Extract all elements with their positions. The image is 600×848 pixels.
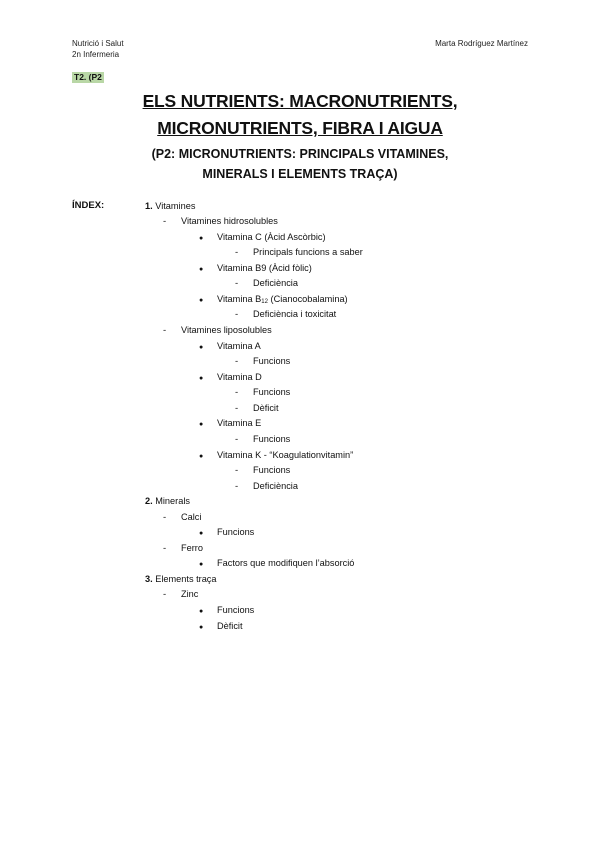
item-label: Funcions (253, 465, 291, 475)
index-label: ÍNDEX: (72, 200, 105, 211)
index-subitem (235, 464, 291, 477)
dash-marker: - (235, 278, 239, 289)
index-item-vitamin-b9 (199, 262, 312, 275)
document-title (0, 88, 600, 142)
index-item-vitamin-d (199, 371, 262, 384)
dash-marker: - (235, 356, 239, 367)
index-item-vitamin-c (199, 231, 326, 244)
index-subitem (235, 308, 337, 321)
item-label: Funcions (217, 605, 255, 615)
course-group: 2n Infermeria (72, 50, 120, 59)
item-label: Deficiència (253, 481, 298, 491)
item-label: Vitamina A (217, 341, 261, 351)
index-subitem (199, 526, 255, 539)
bullet-icon: ● (199, 624, 204, 631)
index-item-vitamin-e (199, 417, 262, 430)
index-item-ferro (163, 542, 203, 555)
item-label: Funcions (253, 356, 291, 366)
item-label-suffix: (Cianocobalamina) (267, 294, 348, 304)
index-subitem (235, 355, 291, 368)
bullet-icon: ● (199, 421, 204, 428)
item-label: Vitamines hidrosolubles (181, 216, 278, 226)
title-line-2: MICRONUTRIENTS, FIBRA I AIGUA (157, 118, 443, 138)
index-subitem (235, 480, 298, 493)
section-number: 1. (145, 201, 153, 211)
item-label: Dèficit (253, 403, 279, 413)
subtitle-line-1: (P2: MICRONUTRIENTS: PRINCIPALS VITAMINES, (151, 147, 449, 161)
item-label: Funcions (253, 434, 291, 444)
bullet-icon: ● (199, 561, 204, 568)
bullet-icon: ● (199, 266, 204, 273)
index-item-vitamin-k (199, 449, 354, 462)
item-label: Dèficit (217, 621, 243, 631)
item-label: Vitamines liposolubles (181, 325, 272, 335)
index-subitem (235, 386, 291, 399)
item-label: Vitamina E (217, 418, 262, 428)
subtitle-line-2: MINERALS I ELEMENTS TRAÇA) (202, 167, 398, 181)
dash-marker: - (163, 325, 167, 336)
item-label: Ferro (181, 543, 203, 553)
bullet-icon: ● (199, 530, 204, 537)
index-subitem (199, 604, 255, 617)
index-item-hidrosolubles (163, 215, 278, 228)
item-label: Factors que modifiquen l’absorció (217, 558, 355, 568)
item-label: Funcions (217, 527, 255, 537)
author-name: Marta Rodríguez Martínez (435, 39, 528, 48)
index-section-1 (145, 200, 195, 213)
subscript: 12 (261, 299, 268, 305)
dash-marker: - (235, 481, 239, 492)
section-title: Elements traça (155, 574, 217, 584)
item-label: Vitamina D (217, 372, 262, 382)
index-section-2 (145, 495, 190, 508)
index-subitem (199, 620, 243, 633)
dash-marker: - (235, 403, 239, 414)
index-item-vitamin-a (199, 340, 261, 353)
index-item-calci (163, 511, 202, 524)
dash-marker: - (235, 465, 239, 476)
item-label: Deficiència (253, 278, 298, 288)
dash-marker: - (163, 512, 167, 523)
index-subitem (235, 246, 363, 259)
index-subitem (235, 433, 291, 446)
item-label: Vitamina B (217, 294, 262, 304)
index-item-zinc (163, 588, 199, 601)
bullet-icon: ● (199, 375, 204, 382)
dash-marker: - (235, 309, 239, 320)
bullet-icon: ● (199, 235, 204, 242)
item-label: Principals funcions a saber (253, 247, 363, 257)
bullet-icon: ● (199, 344, 204, 351)
index-subitem (235, 277, 298, 290)
item-label: Zinc (181, 589, 199, 599)
section-title: Vitamines (155, 201, 196, 211)
dash-marker: - (163, 543, 167, 554)
section-number: 2. (145, 496, 153, 506)
index-item-liposolubles (163, 324, 272, 337)
dash-marker: - (163, 589, 167, 600)
document-subtitle (0, 144, 600, 184)
bullet-icon: ● (199, 297, 204, 304)
item-label: Funcions (253, 387, 291, 397)
title-line-1: ELS NUTRIENTS: MACRONUTRIENTS, (142, 91, 458, 111)
bullet-icon: ● (199, 453, 204, 460)
dash-marker: - (235, 434, 239, 445)
index-section-3 (145, 573, 217, 586)
item-label: Vitamina K - “Koagulationvitamin” (217, 450, 354, 460)
dash-marker: - (163, 216, 167, 227)
bullet-icon: ● (199, 608, 204, 615)
section-title: Minerals (155, 496, 190, 506)
index-subitem (199, 557, 355, 570)
section-number: 3. (145, 574, 153, 584)
topic-tag: T2. (P2 (74, 72, 102, 82)
header-left (72, 38, 124, 60)
item-label: Vitamina C (Àcid Ascòrbic) (217, 232, 326, 242)
item-label: Vitamina B9 (Àcid fòlic) (217, 263, 312, 273)
index-subitem (235, 402, 279, 415)
dash-marker: - (235, 387, 239, 398)
index-item-vitamin-b12 (199, 293, 348, 309)
course-name: Nutrició i Salut (72, 39, 124, 48)
item-label: Deficiència i toxicitat (253, 309, 337, 319)
item-label: Calci (181, 512, 202, 522)
dash-marker: - (235, 247, 239, 258)
